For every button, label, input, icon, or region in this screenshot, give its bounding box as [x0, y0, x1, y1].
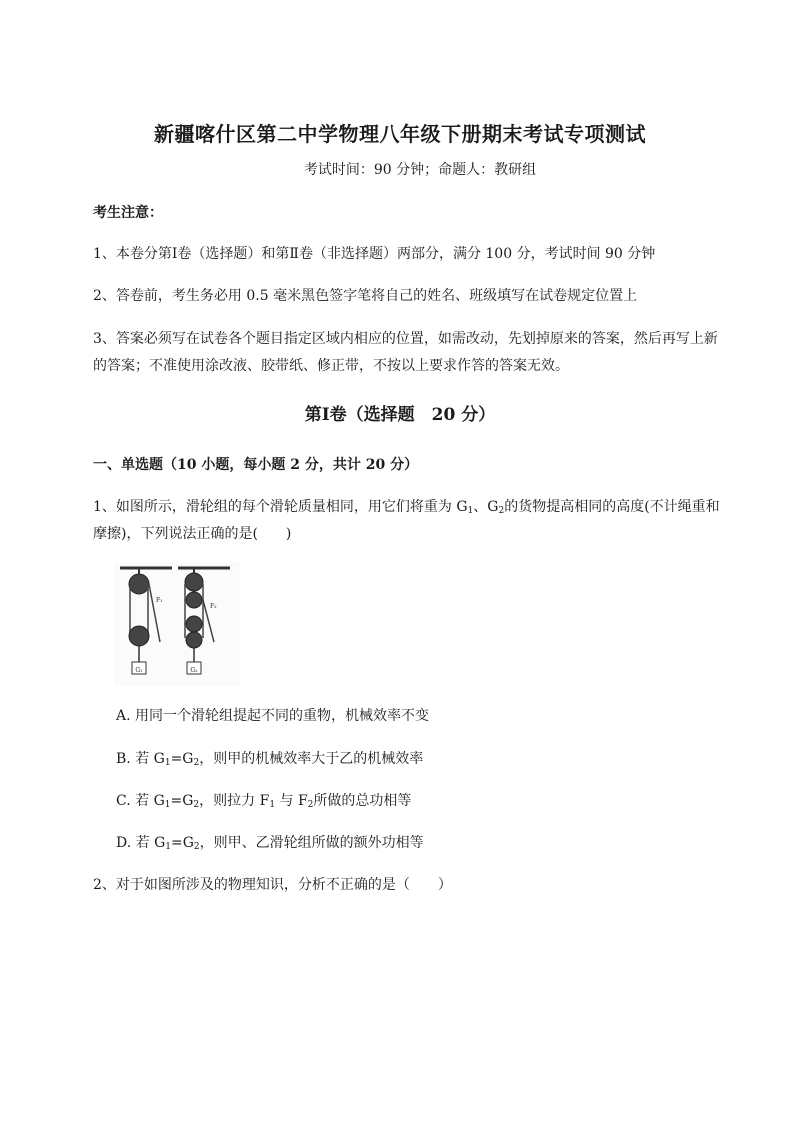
option-d: D. 若 $G_1=G_2$，则甲、乙滑轮组所做的额外功相等	[116, 835, 424, 852]
option-a: A. 用同一个滑轮组提起不同的重物，机械效率不变	[116, 708, 430, 724]
exam-info: 考试时间：90 分钟；命题人：教研组	[303, 162, 537, 178]
notice-item-1: 1、本卷分第Ⅰ卷（选择题）和第Ⅱ卷（非选择题）两部分，满分 100 分，考试时间 90 分钟	[93, 246, 656, 262]
f2-label: F₂	[210, 603, 217, 610]
question-1-text: 1、如图所示，滑轮组的每个滑轮质量相同，用它们将重为 $G_1$、$G_2$的货物提高相同的高度(不计绳重和	[93, 499, 720, 516]
option-c: C. 若 $G_1=G_2$，则拉力 $F_1$ 与 $F_2$所做的总功相等	[116, 793, 412, 810]
notice-item-3: 3、答案必须写在试卷各个题目指定区域内相应的位置，如需改动，先划掉原来的答案，然后再写上新	[93, 331, 718, 347]
option-b: B. 若 $G_1=G_2$，则甲的机械效率大于乙的机械效率	[116, 751, 424, 768]
f1-label: F₁	[156, 597, 163, 604]
notice-heading: 考生注意：	[93, 205, 163, 221]
section-title: 第Ⅰ卷（选择题 20 分）	[304, 405, 496, 425]
pulley-figure	[114, 562, 240, 686]
notice-item-3-cont: 的答案；不准使用涂改液、胶带纸、修正带，不按以上要求作答的答案无效。	[93, 358, 569, 374]
g1-label: G₁	[135, 667, 143, 674]
question-2-text: 2、对于如图所涉及的物理知识，分析不正确的是（ ）	[93, 877, 452, 893]
part-heading: 一、单选题（10 小题，每小题 2 分，共计 20 分）	[93, 457, 419, 473]
notice-item-2: 2、答卷前，考生务必用 0.5 毫米黑色签字笔将自己的姓名、班级填写在试卷规定位置上	[93, 288, 638, 304]
page-title: 新疆喀什区第二中学物理八年级下册期末考试专项测试	[154, 122, 646, 146]
question-1-text-cont: 摩擦)，下列说法正确的是( )	[93, 526, 292, 542]
g2-label: G₂	[190, 667, 198, 674]
